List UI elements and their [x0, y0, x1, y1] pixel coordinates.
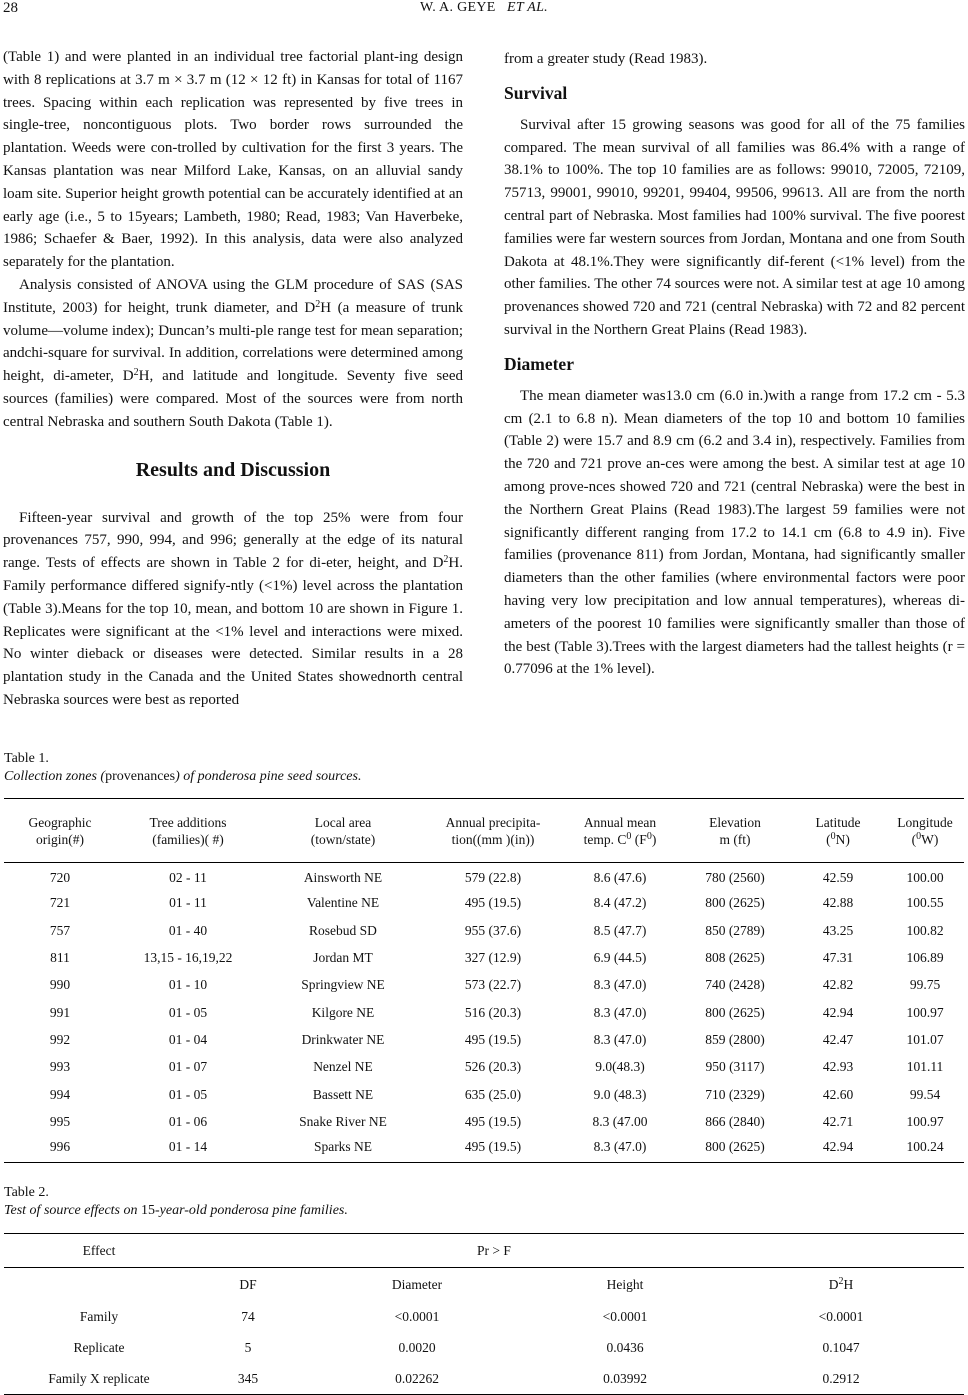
table-cell: 327 (12.9) [464, 950, 522, 966]
table-row [4, 1108, 964, 1135]
table-cell: Replicate [73, 1340, 125, 1355]
table-cell: 42.88 [822, 895, 854, 911]
table-cell: 42.71 [822, 1113, 854, 1129]
table-cell: 8.4 (47.2) [593, 895, 647, 911]
table-cell: 5 [244, 1340, 252, 1355]
table-cell: 579 (22.8) [464, 870, 522, 886]
table-cell: 74 [241, 1309, 255, 1324]
table-cell: 01 - 06 [168, 1113, 208, 1129]
table-cell: 516 (20.3) [464, 1004, 522, 1020]
table-row [4, 972, 964, 999]
table-cell: 99.54 [909, 1086, 941, 1102]
table-row [4, 917, 964, 944]
table-cell: 992 [49, 1031, 71, 1047]
table-cell: 950 (3117) [705, 1059, 765, 1075]
col-header-height: Height [606, 1276, 644, 1292]
table-cell: 13,15 - 16,19,22 [143, 950, 233, 966]
table-cell: 42.93 [822, 1059, 854, 1075]
table-cell: <0.0001 [818, 1309, 864, 1324]
table-cell: 780 (2560) [705, 870, 765, 886]
table-cell: 345 [194, 1364, 302, 1395]
table-cell: 8.3 (47.00 [592, 1113, 648, 1129]
table-cell: 42.94 [822, 1004, 854, 1020]
paragraph-survival: Survival after 15 growing seasons was good for all of the 75 families compared. The mean survival of all families was 86.4% with a range of 38.1% to 100%. The top 10 families are as follows: 99010, 72005, 72109, 75713, 99001, 99010, 99201, 99404, 99506, 99613. All are from the north central part of Nebraska. Most families had 100% survival. The five poorest families were far western sources from Jordan, Montana and one from South Dakota at 48.1%.They were significantly dif-ferent (<1% level) from the other families. The other 74 sources were not. A similar test at age 10 among provenances showed 720 and 721 (central Nebraska) with 72 and 82 percent survival in the Northern Great Plains (Read 1983). [504, 116, 965, 338]
table-cell: 0.02262 [302, 1364, 532, 1395]
table-row [4, 1081, 964, 1108]
table-row [4, 1333, 964, 1364]
table-cell: 106.89 [906, 950, 944, 966]
col-header-longitude: Longitude ($^0$W) [886, 799, 964, 863]
table-cell: 101.11 [906, 1059, 944, 1075]
table-cell: 808 (2625) [705, 950, 765, 966]
table-cell: 0.03992 [532, 1364, 718, 1395]
left-column [3, 46, 463, 712]
table-cell: 100.82 [906, 922, 944, 938]
table-cell: 01 - 05 [168, 1086, 208, 1102]
table-cell: 01 - 11 [169, 895, 207, 911]
table-cell: 859 (2800) [705, 1031, 765, 1047]
table-cell: 800 (2625) [705, 1004, 765, 1020]
col-header-tree-additions: Tree additions (families)( #) [116, 799, 260, 863]
table-cell: 8.3 (47.0) [593, 977, 647, 993]
table-cell: 9.0(48.3) [595, 1059, 645, 1075]
col-header-d2h: $D^2H$ [828, 1275, 854, 1292]
table-cell: 495 (19.5) [464, 895, 522, 911]
table-cell: 866 (2840) [705, 1113, 765, 1129]
table-cell: 47.31 [822, 950, 854, 966]
col-header-df: DF [239, 1276, 257, 1292]
table-cell: 0.0436 [606, 1340, 644, 1355]
table-cell: 740 (2428) [705, 977, 765, 993]
table-cell: Ainsworth NE [303, 870, 383, 886]
table-cell: 43.25 [822, 922, 854, 938]
table-cell: 100.00 [906, 870, 944, 886]
table-cell: 8.6 (47.6) [593, 870, 647, 886]
table-row [4, 863, 964, 890]
table-cell: 8.5 (47.7) [593, 922, 647, 938]
table-cell: 8.3 (47.0) [560, 1135, 680, 1162]
col-header-latitude: Latitude ($^0$N) [790, 799, 886, 863]
table-cell: Valentine NE [306, 895, 380, 911]
table-cell: 42.82 [822, 977, 854, 993]
paragraph-diameter: The mean diameter was13.0 cm (6.0 in.)with a range from 17.2 cm - 5.3 cm (2.1 to 6.8 n). Mean diameters of the top 10 and bottom 10 families (Table 2) were 15.7 and 8.9 cm (6.2 and 3.4 in), respectively. Families from the 720 and 721 prove an-ces were among the best. A similar test at age 10 among prove-nces showed 720 and 721 (central Nebraska) were the best in the Northern Great Plains (Read 1983).The largest 59 families were not significantly different ranging from 17.2 to 14.1 cm (6.8 to 4.9 in). Five families (provenance 811) from Jordan, Montana, had significantly smaller diameters than the other families (where environmental factors were poor having very low precipitation and low annual temperatures), whereas di-ameters of the poorest 10 families were significantly smaller than those of the best (Table 3).Trees with the largest diameters had the tallest heights (r = 0.77096 at the 1% level). [504, 387, 965, 678]
table-cell: 100.97 [906, 1113, 944, 1129]
table-cell: Nenzel NE [313, 1059, 373, 1075]
table-cell: Snake River NE [299, 1113, 387, 1129]
table-cell: 850 (2789) [705, 922, 765, 938]
table-cell: Drinkwater NE [301, 1031, 385, 1047]
table-cell: 757 [49, 922, 71, 938]
paragraph-methods-continued: (Table 1) and were planted in an individual tree factorial plant-ing design with 8 replications at 3.7 m × 3.7 m (12 × 12 ft) in Kansas for total of 1167 trees. Spacing within each replication was represented by five trees in single-tree, noncontiguous plots. Two border rows surrounded the plantation. Weeds were con-trolled by cultivation for the first 3 years. The Kansas plantation was near Milford Lake, Kansas, on an alluvial sandy loam site. Superior height growth potential can be accurately identified at an early age (i.e., 5 to 15years; Lambeth, 1980; Read, 1983; Van Haverbeke, 1986; Schaefer & Baer, 1992). In this analysis, data were also analyzed separately for the plantation. [3, 49, 463, 271]
table-row [4, 890, 964, 917]
table-cell: 995 [49, 1113, 71, 1129]
table-row [4, 1302, 964, 1333]
table-cell: 100.97 [906, 1004, 944, 1020]
table-cell: Sparks NE [260, 1135, 426, 1162]
table-cell: 01 - 40 [168, 922, 208, 938]
table-cell: 495 (19.5) [464, 1031, 522, 1047]
table-cell: 573 (22.7) [464, 977, 522, 993]
table-cell: 721 [49, 895, 71, 911]
table-cell: 99.75 [909, 977, 941, 993]
col-header-pr-f: Pr > F [194, 1234, 964, 1268]
table-cell: 0.2912 [718, 1364, 964, 1395]
table-cell: 8.3 (47.0) [593, 1031, 647, 1047]
table-cell: 495 (19.5) [464, 1113, 522, 1129]
table-cell: 996 [4, 1135, 116, 1162]
table-cell: 800 (2625) [705, 895, 765, 911]
table-cell: 800 (2625) [680, 1135, 790, 1162]
running-header [0, 0, 968, 16]
table-cell: 101.07 [906, 1031, 944, 1047]
running-header-authors: W. A. GEYE [420, 0, 496, 15]
table-cell: 710 (2329) [705, 1086, 765, 1102]
table-header-row [4, 1234, 964, 1268]
table-cell: 42.59 [822, 870, 854, 886]
table-cell: 720 [49, 870, 71, 886]
table1-label: Table 1. [4, 751, 49, 766]
table1-collection-zones [4, 798, 964, 1163]
table-cell: 42.60 [822, 1086, 854, 1102]
table-row [4, 1364, 964, 1395]
table-cell: <0.0001 [602, 1309, 648, 1324]
table-cell: 42.47 [822, 1031, 854, 1047]
table-cell: 6.9 (44.5) [593, 950, 647, 966]
table-cell: 0.1047 [822, 1340, 860, 1355]
table-row [4, 1054, 964, 1081]
table-cell: 990 [49, 977, 71, 993]
table-cell: Family X replicate [4, 1364, 194, 1395]
table-cell: 526 (20.3) [464, 1059, 522, 1075]
col-header-elevation: Elevation m (ft) [680, 799, 790, 863]
table-cell: Springview NE [301, 977, 385, 993]
table-cell: 100.24 [886, 1135, 964, 1162]
right-column [504, 48, 965, 681]
table-cell: 8.3 (47.0) [593, 1004, 647, 1020]
table-cell: Rosebud SD [309, 922, 377, 938]
table-cell: 9.0 (48.3) [593, 1086, 647, 1102]
table2-label: Table 2. [4, 1185, 49, 1200]
table-cell: 495 (19.5) [426, 1135, 560, 1162]
table-subheader-row [4, 1268, 964, 1302]
table-cell: 955 (37.6) [464, 922, 522, 938]
table-row [4, 944, 964, 971]
col-header-diameter: Diameter [391, 1276, 443, 1292]
paragraph-results: Fifteen-year survival and growth of the top 25% were from four provenances 757, 990, 994, and 996; generally at the edge of its natural range. Tests of effects are shown in Table 2 for di-eter, height, and $D^2H$. Family performance differed signify-ntly (<1%) level across the plantation (Table 3).Means for the top 10, mean, and bottom 10 are shown in Figure 1. Replicates were significant at the <1% level and interactions were mixed. No winter dieback or diseases were detected. Similar results in a 28 plantation study in the Canada and the United States showednorth central Nebraska sources were best as reported [3, 509, 463, 708]
table-cell: Kilgore NE [311, 1004, 375, 1020]
table-cell: 635 (25.0) [464, 1086, 522, 1102]
table-cell: Bassett NE [312, 1086, 374, 1102]
table-header-row [4, 799, 964, 863]
table-cell: 02 - 11 [169, 870, 207, 886]
col-header-annual-mean-temp: Annual mean temp. $C^0$ $(F^0)$ [560, 799, 680, 863]
running-header-etal: ET AL. [507, 0, 548, 15]
table2-source-effects [4, 1233, 964, 1395]
table-cell: 01 - 05 [168, 1004, 208, 1020]
table-cell: 01 - 14 [116, 1135, 260, 1162]
paragraph-analysis: Analysis consisted of ANOVA using the GLM procedure of SAS (SAS Institute, 2003) for height, trunk diameter, and $D^2H$ (a measure of trunk volume—volume index); Duncan’s multi-ple range test for mean separation; andchi-square for survival. In addition, correlations were determined among height, di-ameter, $D^2H$, and latitude and longitude. Seventy five seed sources (families) were compared. Most of the sources were from north central Nebraska and southern South Dakota (Table 1). [3, 276, 463, 430]
table-row [4, 1026, 964, 1053]
col-header-effect: Effect [4, 1234, 194, 1268]
table-row [4, 1135, 964, 1162]
section-title-results: Results and Discussion [135, 458, 331, 481]
table-cell: 01 - 07 [168, 1059, 208, 1075]
table-cell: 811 [50, 950, 70, 966]
table1-caption [4, 750, 361, 786]
col-header-annual-precipitation: Annual precipita- tion((mm )(in)) [426, 799, 560, 863]
paragraph-continued: from a greater study (Read 1983). [504, 51, 708, 67]
superscript-2: 2 [315, 298, 321, 310]
table-cell: 0.0020 [398, 1340, 436, 1355]
superscript-2: 2 [443, 554, 449, 566]
table-cell: Jordan MT [313, 950, 373, 966]
table-cell: 994 [49, 1086, 71, 1102]
table-cell: 100.55 [906, 895, 944, 911]
page-number: 28 [3, 0, 18, 16]
table-cell: 991 [49, 1004, 71, 1020]
table1-title: Collection zones (provenances) of ponderosa pine seed sources. [4, 769, 362, 784]
subsection-title-diameter: Diameter [504, 353, 574, 374]
table-cell: <0.0001 [394, 1309, 440, 1324]
table2-title: Test of source effects on 15-year-old ponderosa pine families. [4, 1203, 348, 1218]
table-cell: 993 [49, 1059, 71, 1075]
superscript-2: 2 [133, 367, 139, 379]
col-header-local-area: Local area (town/state) [260, 799, 426, 863]
table-cell: Family [79, 1309, 119, 1324]
col-header-geographic-origin: Geographic origin(#) [4, 799, 116, 863]
table-cell: 01 - 10 [168, 977, 208, 993]
table-cell: 01 - 04 [168, 1031, 208, 1047]
subsection-title-survival: Survival [504, 82, 568, 103]
table-cell: 42.94 [790, 1135, 886, 1162]
table-row [4, 999, 964, 1026]
table2-caption [4, 1184, 348, 1220]
